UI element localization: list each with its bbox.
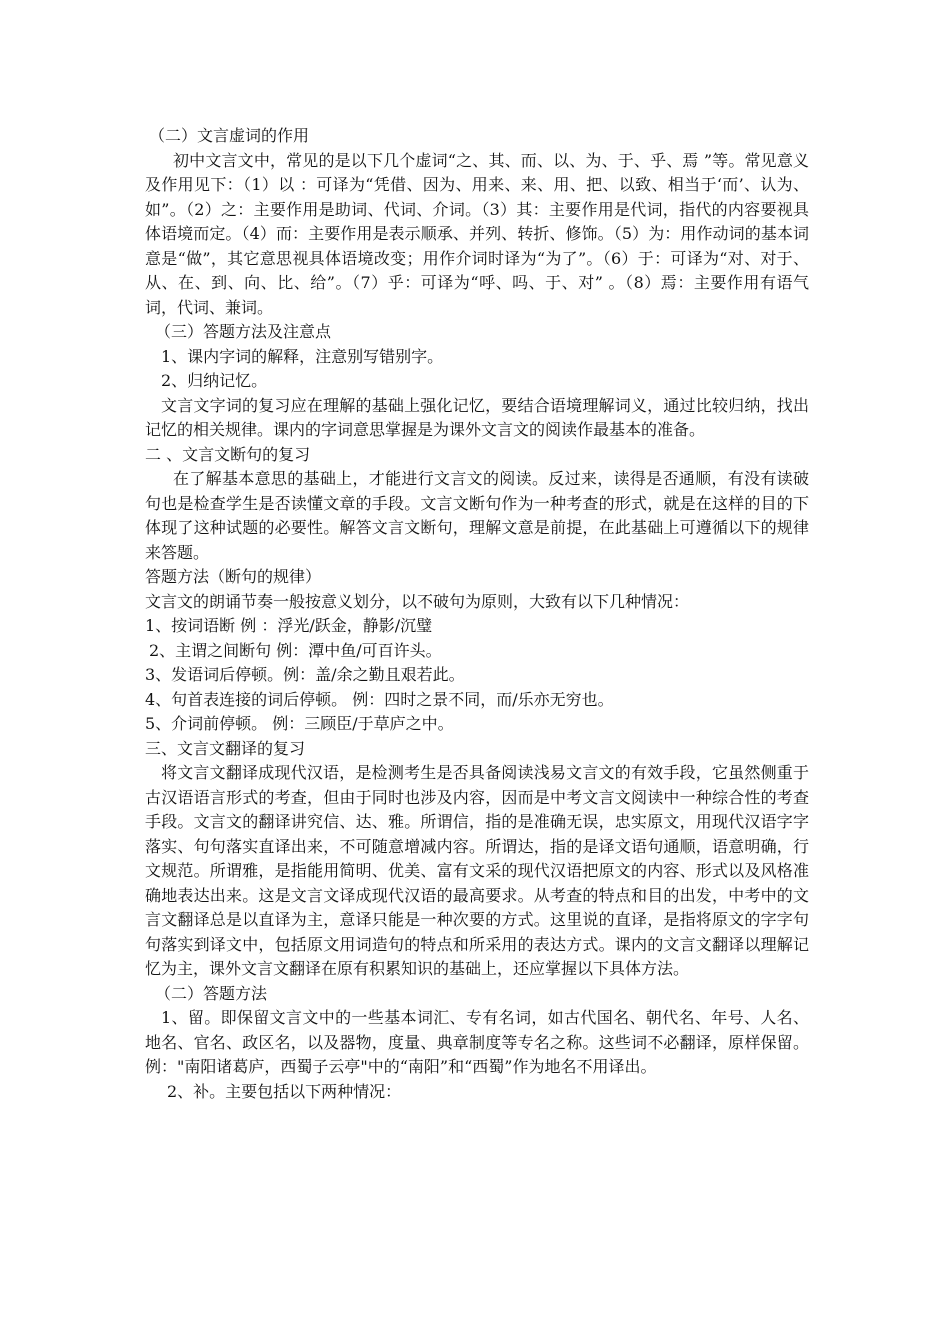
rule-item-3: 3、发语词后停顿。例：盖/余之勤且艰若此。 <box>145 665 465 684</box>
list-item-1: 1、课内字词的解释，注意别写错别字。 <box>161 346 444 366</box>
document-body <box>145 124 809 1104</box>
section-heading-translation-methods: （二）答题方法 <box>155 983 268 1003</box>
rule-item-2: 2、主谓之间断句 例：潭中鱼/可百许头。 <box>149 640 442 660</box>
rule-item-1: 1、按词语断 例 ：浮光/跃金，静影/沉璧 <box>145 616 433 635</box>
paragraph-supplement: 2、补。主要包括以下两种情况： <box>167 1081 402 1101</box>
section-heading-punctuation: 二 、文言文断句的复习 <box>145 444 311 464</box>
paragraph-punctuation: 在了解基本意思的基础上，才能进行文言文的阅读。反过来，读得是否通顺，有没有读破句也是检查学生是否读懂文章的手段。文言文断句作为一种考查的形式，就是在这样的目的下体现了这种试题的必要性。解答文言文断句，理解文意是前提，在此基础上可遵循以下的规律来答题。 <box>145 469 809 562</box>
subheading-punctuation-rules: 答题方法（断句的规律） <box>145 567 322 586</box>
paragraph-retain: 1、留。即保留文言文中的一些基本词汇、专有名词，如古代国名、朝代名、年号、人名、地名、官名、政区名，以及器物，度量、典章制度等专名之称。这些词不必翻译，原样保留。例："南阳诸葛庐，西蜀子云亭"中的“南阳”和“西蜀”作为地名不用译出。 <box>145 1008 809 1076</box>
section-heading-function-words: （二）文言虚词的作用 <box>149 126 310 145</box>
paragraph-translation: 将文言文翻译成现代汉语，是检测考生是否具备阅读浅易文言文的有效手段，它虽然侧重于古汉语语言形式的考查，但由于同时也涉及内容，因而是中考文言文阅读中一种综合性的考查手段。文言文的翻译讲究信、达、雅。所谓信，指的是准确无误，忠实原文，用现代汉语字字落实、句句落实直译出来，不可随意增减内容。所谓达，指的是译文语句通顺，语意明确，行文规范。所谓雅，是指能用简明、优美、富有文采的现代汉语把原文的内容、形式以及风格准确地表达出来。这是文言文译成现代汉语的最高要求。从考查的特点和目的出发，中考中的文言文翻译总是以直译为主，意译只能是一种次要的方式。这里说的直译，是指将原文的字字句句落实到译文中，包括原文用词造句的特点和所采用的表达方式。课内的文言文翻译以理解记忆为主，课外文言文翻译在原有积累知识的基础上，还应掌握以下具体方法。 <box>145 763 809 978</box>
paragraph-function-words: 初中文言文中，常见的是以下几个虚词“之、其、而、以、为、于、乎、焉 ”等。常见意义及作用见下：（1）以 ：可译为“凭借、因为、用来、来、用、把、以致、相当于‘而’、认为、如”。（2）之：主要作用是助词、代词、介词。（3）其：主要作用是代词，指代的内容要视具体语境而定。（4）而：主要作用是表示顺承、并列、转折、修饰。（5）为：用作动词的基本词意是“做”，其它意思视具体语境改变；用作介词时译为“为了”。（6）于：可译为“对、对于、从、在、到、向、比、给”。（7）乎：可译为“呼、吗、于、对” 。（8）焉：主要作用有语气词，代词、兼词。 <box>145 150 809 317</box>
section-heading-translation: 三、文言文翻译的复习 <box>145 738 306 758</box>
paragraph-review: 文言文字词的复习应在理解的基础上强化记忆，要结合语境理解词义，通过比较归纳，找出记忆的相关规律。课内的字词意思掌握是为课外文言文的阅读作最基本的准备。 <box>145 395 809 439</box>
section-heading-answer-methods: （三）答题方法及注意点 <box>155 322 332 341</box>
rule-item-4: 4、句首表连接的词后停顿。 例：四时之景不同，而/乐亦无穷也。 <box>145 689 614 709</box>
paragraph-rhythm: 文言文的朗诵节奏一般按意义划分，以不破句为原则，大致有以下几种情况： <box>145 591 690 611</box>
rule-item-5: 5、介词前停顿。 例：三顾臣/于草庐之中。 <box>145 714 454 733</box>
list-item-2: 2、归纳记忆。 <box>161 371 268 390</box>
